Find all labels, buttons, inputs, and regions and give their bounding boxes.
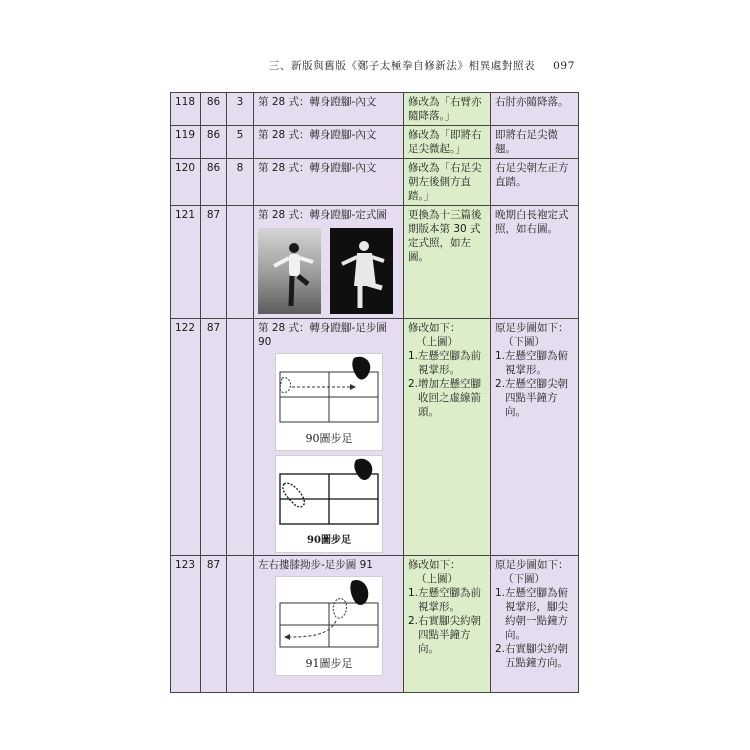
table-row [171,319,579,556]
item-index: 1. [408,587,419,599]
row-number: 123 [171,556,201,693]
old-version-cell [491,319,579,556]
old-version-cell [491,556,579,693]
item-cell [254,556,404,693]
item-text: 右實腳尖約朝五點鐘方向。 [505,643,569,669]
posture-photos [258,228,399,314]
table-row [171,159,579,206]
new-sub: （上圖） [416,573,458,585]
list-item [495,377,574,419]
item-text: 第 28 式：轉身蹬腳-足步圖 90 [258,322,387,348]
list-item [495,349,574,377]
table-row [171,126,579,159]
figure-caption: 90圖步足 [305,432,353,445]
item-text: 左懸空腳為俯視掌形，腳尖約朝一點鐘方向。 [505,587,569,641]
list-item [408,614,486,656]
old-version-text: 晚期白長袍定式照，如右圖。 [491,206,579,319]
page-ref: 87 [201,319,227,556]
line-ref: 5 [227,126,254,159]
old-change-list [495,586,574,670]
item-index: 2. [408,378,419,390]
list-item [408,586,486,614]
new-version-cell [404,556,491,693]
line-ref: 8 [227,159,254,206]
new-change-list [408,586,486,656]
new-change-list [408,349,486,419]
item-index: 2. [408,615,419,627]
item-index: 1. [408,350,419,362]
old-head: 原足步圖如下： [495,322,569,334]
old-version-text: 即將右足尖微翹。 [491,126,579,159]
comparison-table [170,92,579,693]
item-text: 左懸空腳為俯視掌形。 [505,350,569,376]
item-text: 第 28 式：轉身蹬腳-內文 [254,159,404,206]
item-cell [254,206,404,319]
item-text: 第 28 式：轉身蹬腳-內文 [254,126,404,159]
page-ref: 87 [201,206,227,319]
table-row [171,206,579,319]
new-version-text: 修改為「即將右足尖微起。」 [404,126,491,159]
item-text: 左右摟膝拗步-足步圖 91 [258,559,373,571]
item-index: 1. [495,350,506,362]
item-index: 1. [495,587,506,599]
line-ref [227,206,254,319]
page-ref: 86 [201,126,227,159]
footwork-figure-new [275,353,383,451]
list-item [408,349,486,377]
new-head: 修改如下： [408,559,461,571]
item-text: 第 28 式：轉身蹬腳-內文 [254,93,404,126]
new-head: 修改如下： [408,322,461,334]
list-item [495,586,574,642]
new-version-cell [404,319,491,556]
line-ref [227,556,254,693]
old-posture-photo [330,228,393,314]
item-text: 右實腳尖約朝四點半鐘方向。 [418,615,482,655]
page-ref: 87 [201,556,227,693]
page-ref: 86 [201,159,227,206]
item-cell [254,319,404,556]
row-number: 121 [171,206,201,319]
page-ref: 86 [201,93,227,126]
table-row [171,93,579,126]
page-header [0,58,575,73]
item-text: 左懸空腳為前視掌形。 [418,587,482,613]
old-sub: （下圖） [503,336,545,348]
line-ref: 3 [227,93,254,126]
new-version-text: 更換為十三篇後期版本第 30 式定式照，如左圖。 [404,206,491,319]
line-ref [227,319,254,556]
item-text: 增加左懸空腳收回之虛線箭頭。 [418,378,482,418]
old-change-list [495,349,574,419]
row-number: 118 [171,93,201,126]
old-version-text: 右肘亦隨降落。 [491,93,579,126]
item-text: 左懸空腳為前視掌形。 [418,350,482,376]
item-index: 2. [495,643,506,655]
new-sub: （上圖） [416,336,458,348]
old-version-text: 右足尖朝左正方直踏。 [491,159,579,206]
item-index: 2. [495,378,506,390]
new-version-text: 修改為「右臂亦隨降落。」 [404,93,491,126]
page-number: 097 [553,60,575,72]
figure-caption: 91圖步足 [305,657,353,670]
row-number: 120 [171,159,201,206]
footwork-figure-old [275,455,383,553]
item-text: 左懸空腳尖朝四點半鐘方向。 [505,378,569,418]
old-sub: （下圖） [503,573,545,585]
row-number: 122 [171,319,201,556]
list-item [408,377,486,419]
figure-caption: 90圖步足 [307,535,351,546]
header-title: 三、新版與舊版《鄭子太極拳自修新法》相異處對照表 [268,60,536,72]
new-posture-photo [258,228,321,314]
list-item [495,642,574,670]
row-number: 119 [171,126,201,159]
old-head: 原足步圖如下： [495,559,569,571]
table-row [171,556,579,693]
new-version-text: 修改為「右足尖朝左後側方直踏。」 [404,159,491,206]
item-text: 第 28 式：轉身蹬腳-定式圖 [258,209,387,221]
footwork-figure-91 [275,576,383,676]
